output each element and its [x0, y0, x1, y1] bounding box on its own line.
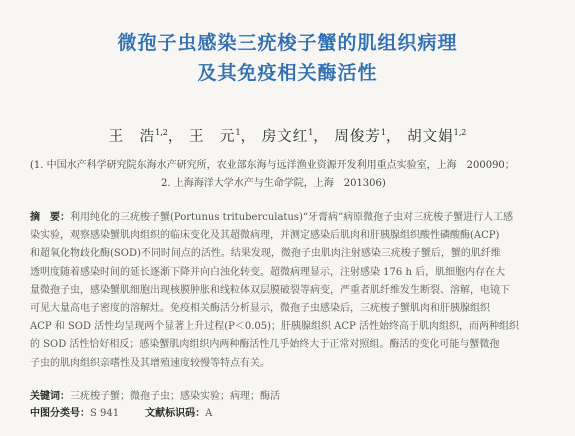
author: 周俊芳$^1$，: [334, 128, 402, 145]
author: 胡文娟$^{1,2}$: [407, 128, 467, 145]
doc-code-value: A: [205, 408, 213, 419]
paper-title: [0, 28, 575, 88]
title-line-1: 微孢子虫感染三疣梭子蟹的肌组织病理: [117, 32, 458, 54]
abstract-line: ACP 和 SOD 活性均呈现两个显著上升过程(P＜0.05)；肝胰腺组织 ACP 活性始终高于肌肉组织，而两种组织: [30, 321, 519, 333]
abstract-line: 染实验，观察感染蟹肌肉组织的临床变化及其超微病理，并测定感染后肌肉和肝胰腺组织酸性磷酸酶(ACP): [30, 230, 500, 242]
abstract-line: 透明度随着感染时间的延长逐渐下降并向白浊化转变。超微病理显示，注射感染 176 h 后，肌细胞内存在大: [30, 266, 506, 278]
abstract-line: 子虫的肌肉组织亲嗜性及其增殖速度较慢等特点有关。: [30, 357, 270, 369]
author-list: [0, 125, 575, 146]
abstract-label: 摘 要：: [30, 212, 70, 223]
abstract-line: 量微孢子虫，感染蟹肌细胞出现核膜肿胀和线粒体双层膜破裂等病变，严重者肌纤维发生断裂、溶解，电镜下: [30, 284, 510, 296]
doc-code-label: 文献标识码：: [145, 408, 206, 419]
title-line-2: 及其免疫相关酶活性: [197, 62, 378, 84]
affiliation-line-2: 2. 上海海洋大学水产与生命学院，上海 201306): [161, 178, 386, 189]
author: 王 元$^1$，: [189, 128, 257, 145]
abstract-line: 可见大量高电子密度的溶解灶。免疫相关酶活分析显示，微孢子虫感染后，三疣梭子蟹肌肉和肝胰腺组织: [30, 303, 490, 315]
author: 房文红$^1$，: [261, 128, 329, 145]
affiliations: [30, 157, 560, 193]
clc-value: S 941: [90, 408, 120, 419]
keywords: [30, 388, 550, 405]
keywords-text: 三疣梭子蟹；微孢子虫；感染实验；病理；酶活: [70, 391, 280, 402]
abstract-line: 利用纯化的三疣梭子蟹(Portunus trituberculatus)“牙膏病”病原微孢子虫对三疣梭子蟹进行人工感: [70, 212, 514, 223]
author: 王 浩$^{1,2}$，: [108, 128, 184, 145]
abstract-line: 和超氧化物歧化酶(SOD)不同时间点的活性。结果发现，微孢子虫肌肉注射感染三疣梭子蟹后，蟹的肌纤维: [30, 248, 501, 260]
keywords-label: 关键词：: [30, 391, 70, 402]
classification: [30, 405, 550, 422]
clc-label: 中图分类号：: [30, 408, 90, 419]
affiliation-line-1: (1. 中国水产科学研究院东海水产研究所，农业部东海与远洋渔业资源开发利用重点实验室，上海 200090；: [30, 160, 515, 171]
abstract-line: 的 SOD 活性恰好相反；感染蟹肌肉组织内两种酶活性几乎始终大于正常对照组。酶活的变化可能与蟹微孢: [30, 339, 500, 351]
abstract: [30, 209, 550, 373]
